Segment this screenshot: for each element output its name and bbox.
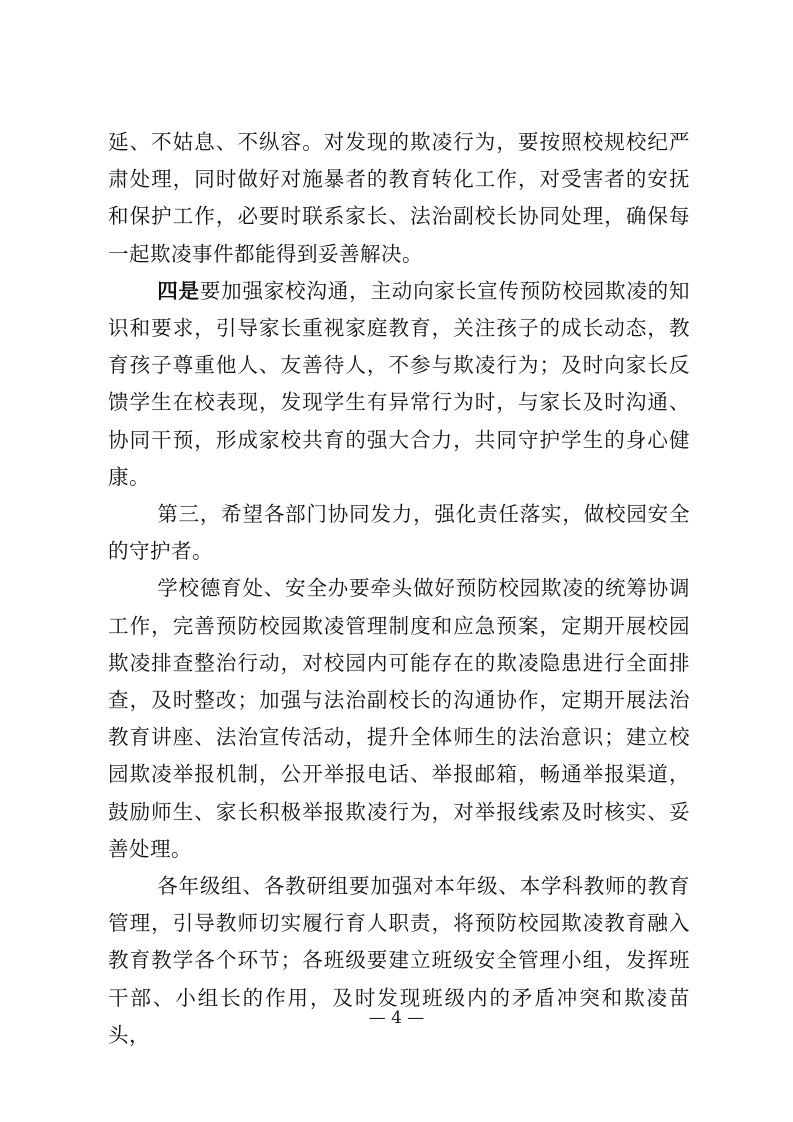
- paragraph-continuation: [108, 124, 690, 273]
- paragraph-text: 延、不姑息、不纵容。对发现的欺凌行为，要按照校规校纪严肃处理，同时做好对施暴者的教育转化工作，对受害者的安抚和保护工作，必要时联系家长、法治副校长协同处理，确保每一起欺凌事件都能得到妥善解决。: [108, 130, 690, 266]
- body-text: [108, 124, 690, 1054]
- paragraph-text: 学校德育处、安全办要牵头做好预防校园欺凌的统筹协调工作，完善预防校园欺凌管理制度和应急预案，定期开展校园欺凌排查整治行动，对校园内可能存在的欺凌隐患进行全面排查，及时整改；加强与法治副校长的沟通协作，定期开展法治教育讲座、法治宣传活动，提升全体师生的法治意识；建立校园欺凌举报机制，公开举报电话、举报邮箱，畅通举报渠道，鼓励师生、家长积极举报欺凌行为，对举报线索及时核实、妥善处理。: [108, 576, 690, 861]
- paragraph-lead: 四是: [157, 278, 200, 303]
- paragraph-section-three-heading: [108, 496, 690, 570]
- paragraph-moral-education-office: [108, 570, 690, 868]
- paragraph-text: 各年级组、各教研组要加强对本年级、本学科教师的教育管理，引导教师切实履行育人职责，将预防校园欺凌教育融入教育教学各个环节；各班级要建立班级安全管理小组，发挥班干部、小组长的作用，及时发现班级内的矛盾冲突和欺凌苗头，: [108, 874, 690, 1047]
- paragraph-text: 要加强家校沟通，主动向家长宣传预防校园欺凌的知识和要求，引导家长重视家庭教育，关注孩子的成长动态，教育孩子尊重他人、友善待人，不参与欺凌行为；及时向家长反馈学生在校表现，发现学生有异常行为时，与家长及时沟通、协同干预，形成家校共育的强大合力，共同守护学生的身心健康。: [108, 278, 691, 489]
- paragraph-text: 第三，希望各部门协同发力，强化责任落实，做校园安全的守护者。: [108, 502, 690, 564]
- page-number: — 4 —: [368, 1008, 425, 1028]
- paragraph-family-school-communication: [108, 273, 690, 496]
